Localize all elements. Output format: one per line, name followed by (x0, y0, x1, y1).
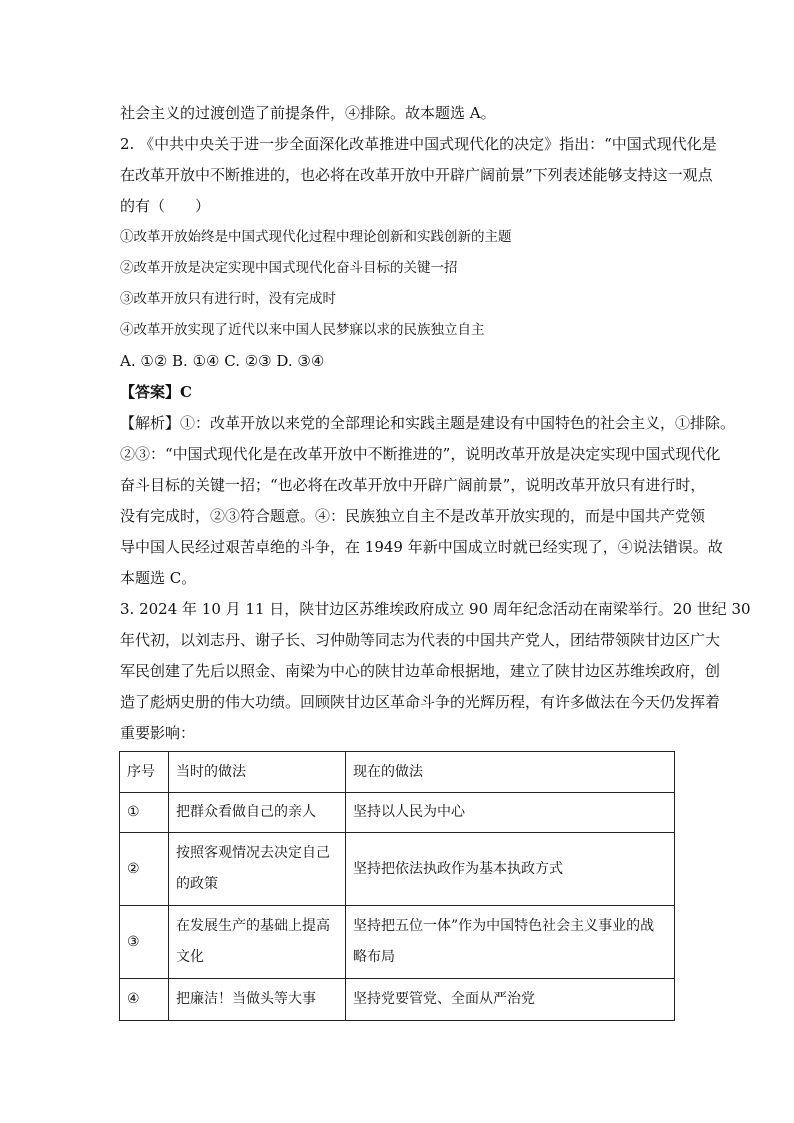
table-cell: 坚持以人民为中心 (346, 793, 675, 833)
text-line: 重要影响： (120, 724, 196, 742)
table-header-cell: 当时的做法 (169, 752, 346, 793)
text-line: 本题选 C。 (120, 569, 197, 587)
text-line: 造了彪炳史册的伟大功绩。回顾陕甘边区革命斗争的光辉历程，有许多做法在今天仍发挥着 (120, 693, 721, 711)
answer-choices: A. ①② B. ①④ C. ②③ D. ③④ (120, 352, 325, 370)
table-cell: ② (120, 833, 169, 906)
text-line: 军民创建了先后以照金、南梁为中心的陕甘边革命根据地，建立了陕甘边区苏维埃政府，创 (120, 662, 721, 680)
table-row (120, 979, 675, 1021)
table-cell: 坚持把五位一体”作为中国特色社会主义事业的战略布局 (346, 906, 675, 979)
table-cell: 在发展生产的基础上提高文化 (169, 906, 346, 979)
text-line: 在改革开放中不断推进的，也必将在改革开放中开辟广阔前景”下列表述能够支持这一观点 (120, 166, 713, 184)
table-cell: ① (120, 793, 169, 833)
table-cell: 把群众看做自己的亲人 (169, 793, 346, 833)
table-header-cell: 现在的做法 (346, 752, 675, 793)
table-row (120, 793, 675, 833)
table-cell: 按照客观情况去决定自己的政策 (169, 833, 346, 906)
statement-3: ③改革开放只有进行时，没有完成时 (120, 291, 336, 307)
comparison-table (119, 751, 675, 1021)
question-2-stem: 2. 《中共中央关于进一步全面深化改革推进中国式现代化的决定》指出：“中国式现代化是 (120, 135, 717, 153)
table-cell: 把廉洁！当做头等大事 (169, 979, 346, 1021)
text-line: 没有完成时，②③符合题意。④：民族独立自主不是改革开放实现的，而是中国共产党领 (120, 507, 706, 525)
statement-4: ④改革开放实现了近代以来中国人民梦寐以求的民族独立自主 (120, 322, 485, 338)
text-line: 导中国人民经过艰苦卓绝的斗争，在 1949 年新中国成立时就已经实现了，④说法错误。故 (120, 538, 723, 556)
question-3-stem: 3. 2024 年 10 月 11 日，陕甘边区苏维埃政府成立 90 周年纪念活动在南梁举行。20 世纪 30 (120, 600, 751, 618)
analysis-text: 【解析】①：改革开放以来党的全部理论和实践主题是建设有中国特色的社会主义，①排除。 (120, 414, 736, 432)
table-cell: ③ (120, 906, 169, 979)
statement-1: ①改革开放始终是中国式现代化过程中理论创新和实践创新的主题 (120, 229, 512, 245)
table-cell: 坚持把依法执政作为基本执政方式 (346, 833, 675, 906)
table-header-cell: 序号 (120, 752, 169, 793)
text-line: 社会主义的过渡创造了前提条件，④排除。故本题选 A。 (120, 104, 496, 122)
table-row (120, 833, 675, 906)
text-line: 奋斗目标的关键一招；“也必将在改革开放中开辟广阔前景”，说明改革开放只有进行时， (120, 476, 706, 494)
table-row (120, 906, 675, 979)
answer-label: 【答案】C (120, 383, 192, 401)
text-line: 的有（ ） (120, 197, 211, 215)
table-header-row (120, 752, 675, 793)
text-body (120, 98, 751, 749)
statement-2: ②改革开放是决定实现中国式现代化奋斗目标的关键一招 (120, 260, 458, 276)
text-line: ②③：“中国式现代化是在改革开放中不断推进的”，说明改革开放是决定实现中国式现代化 (120, 445, 721, 463)
table-cell: ④ (120, 979, 169, 1021)
text-line: 年代初，以刘志丹、谢子长、习仲勋等同志为代表的中国共产党人，团结带领陕甘边区广大 (120, 631, 721, 649)
table-cell: 坚持党要管党、全面从严治党 (346, 979, 675, 1021)
